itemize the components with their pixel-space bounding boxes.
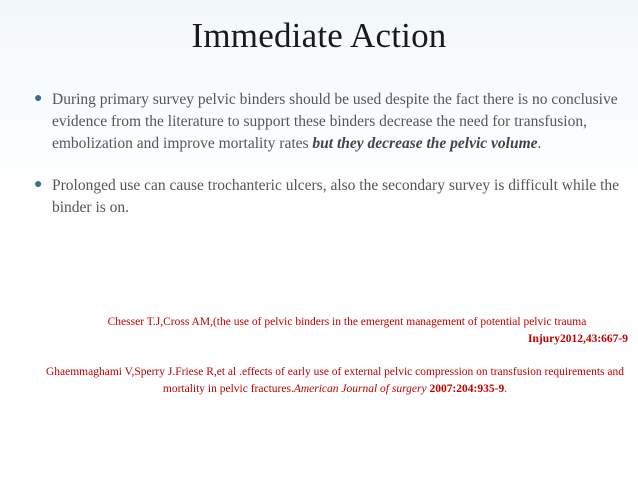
bullet-item xyxy=(0,89,638,155)
bullet-dot-icon: ● xyxy=(34,177,43,192)
bullet-item xyxy=(0,175,638,219)
bullet-dot-icon: ● xyxy=(34,91,43,106)
bullet-text: During primary survey pelvic binders should be used despite the fact there is no conclusive evidence from the literature to support these binders decrease the need for transfusion, embolization and improve mortality rates xyxy=(52,91,618,152)
reference-2-journal: American Journal of surgery xyxy=(293,383,427,395)
reference-1 xyxy=(40,314,630,348)
reference-1-source: Injury2012,43:667-9 xyxy=(528,333,628,345)
slide-title: Immediate Action xyxy=(191,16,447,55)
reference-2-citation: Ghaemmaghami V,Sperry J.Friese R,et al .effects of early use of external pelvic compression on transfusion requirements and mortality in pelvic fractures. xyxy=(45,366,625,395)
reference-2-end: . xyxy=(504,383,508,395)
bullet-text: Prolonged use can cause trochanteric ulcers, also the secondary survey is difficult while the binder is on. xyxy=(52,177,619,216)
reference-2 xyxy=(40,364,630,398)
reference-1-citation: Chesser T.J,Cross AM,(the use of pelvic binders in the emergent management of potential pelvic trauma xyxy=(107,316,587,328)
bullet-list xyxy=(0,89,638,219)
bullet-tail: . xyxy=(537,135,542,152)
bullet-emphasis: but they decrease the pelvic volume xyxy=(312,135,538,152)
reference-2-year: 2007:204:935-9 xyxy=(429,383,505,395)
